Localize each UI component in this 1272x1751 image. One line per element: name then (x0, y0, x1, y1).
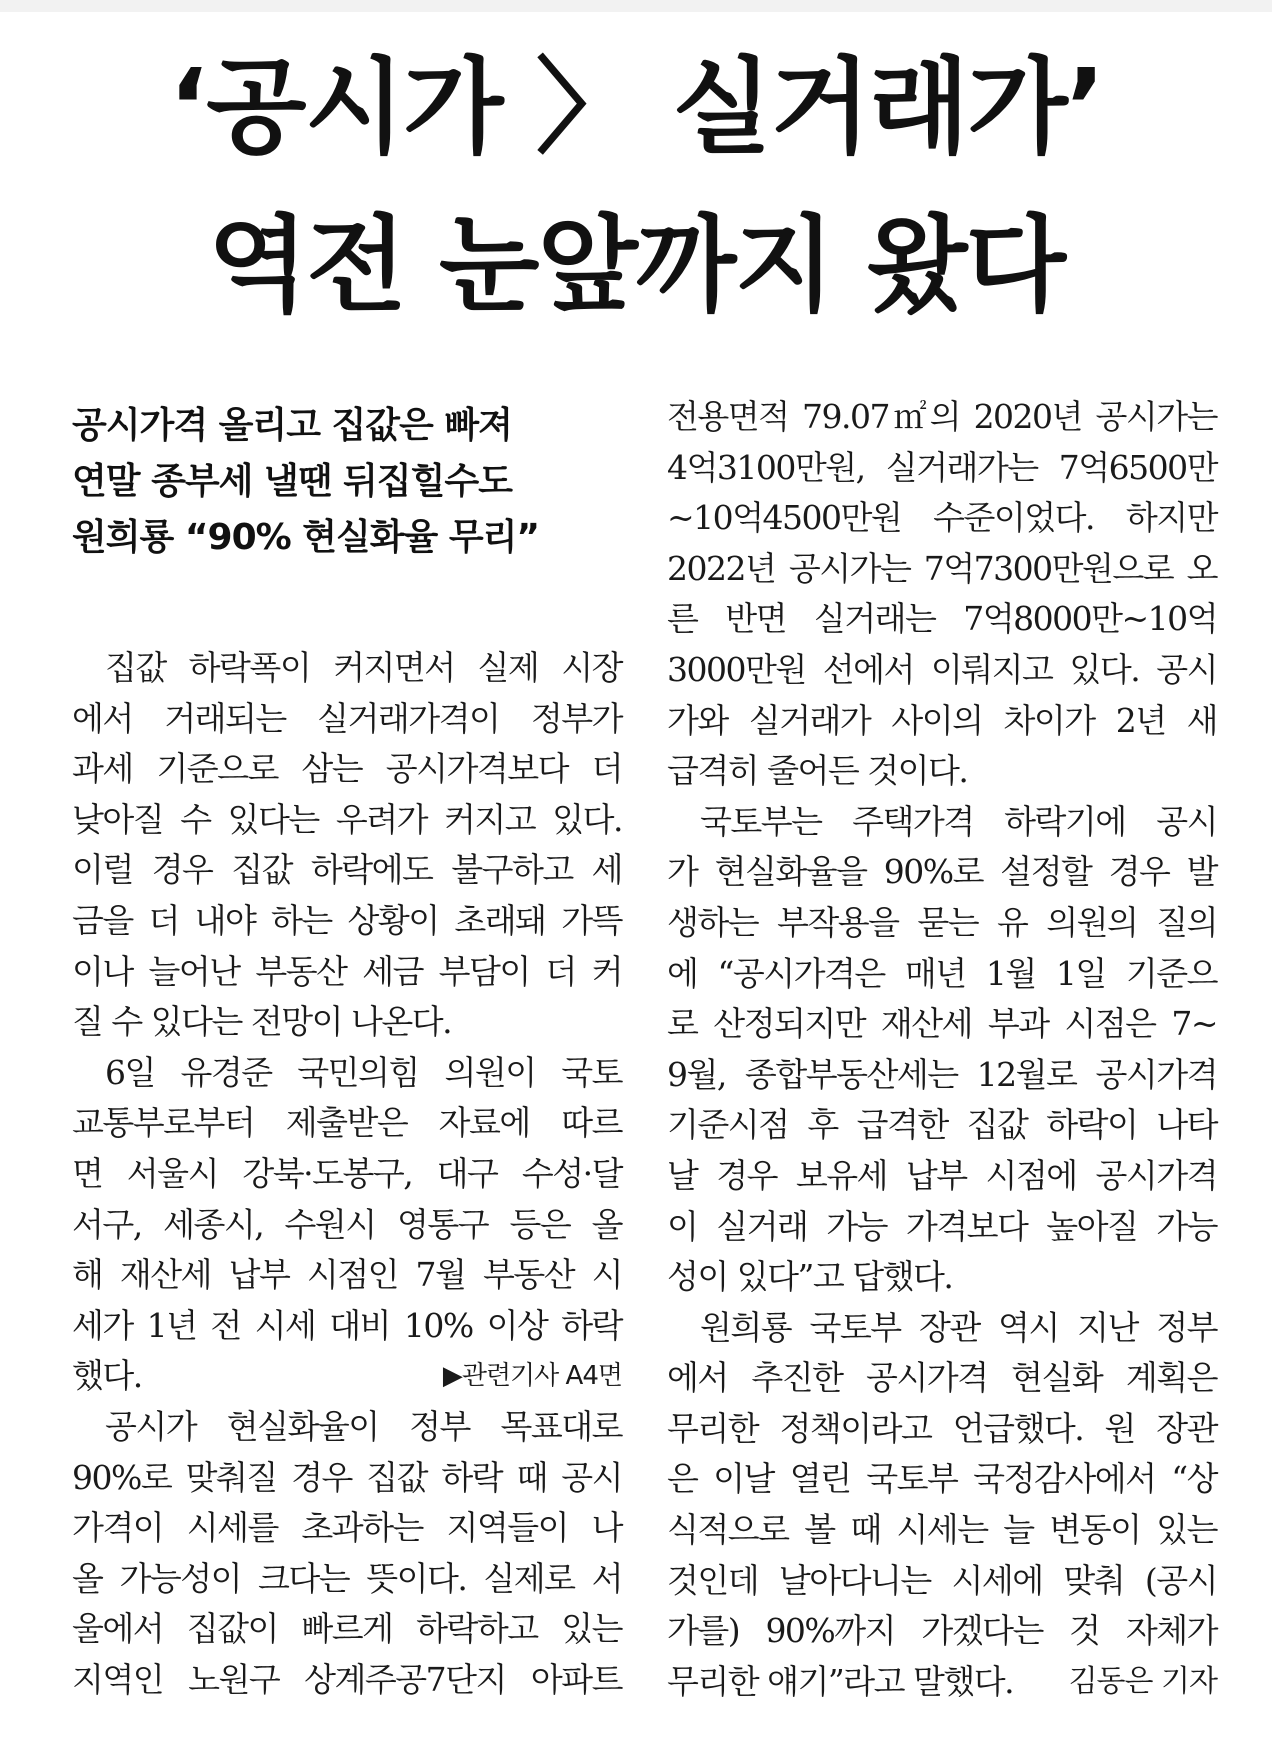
article-column-right (667, 392, 1217, 1707)
text-line: 식적으로 볼 때 시세는 늘 변동이 있는 (667, 1510, 1217, 1550)
text-line: 90%로 맞춰질 경우 집값 하락 때 공시 (72, 1457, 622, 1497)
text-line: 해 재산세 납부 시점인 7월 부동산 시 (72, 1255, 622, 1295)
text-line: 른 반면 실거래는 7억8000만~10억 (667, 599, 1217, 639)
text-line: 생하는 부작용을 묻는 유 의원의 질의 (667, 902, 1217, 942)
text-line: ~10억4500만원 수준이었다. 하지만 (667, 498, 1217, 538)
text-line: 6일 유경준 국민의힘 의원이 국토 (105, 1052, 622, 1092)
text-line: 했다. (72, 1356, 142, 1396)
text-line: 가 현실화율을 90%로 설정할 경우 발 (667, 852, 1217, 892)
text-line: 무리한 정책이라고 언급했다. 원 장관 (667, 1408, 1217, 1448)
text-line: 무리한 얘기”라고 말했다. (667, 1661, 1014, 1701)
text-line: 가격이 시세를 초과하는 지역들이 나 (72, 1508, 622, 1548)
text-line: 과세 기준으로 삼는 공시가격보다 더 (72, 749, 622, 789)
text-line: 이나 늘어난 부동산 세금 부담이 더 커 (72, 951, 622, 991)
text-line: 것인데 날아다니는 시세에 맞춰 (공시 (667, 1560, 1217, 1600)
text-line: 은 이날 열린 국토부 국정감사에서 “상 (667, 1459, 1217, 1499)
text-line: 기준시점 후 급격한 집값 하락이 나타 (667, 1105, 1217, 1145)
text-line: 에서 거래되는 실거래가격이 정부가 (72, 698, 622, 738)
reporter-byline: 김동은 기자 (1068, 1663, 1217, 1699)
text-line: 낮아질 수 있다는 우려가 커지고 있다. (72, 799, 622, 839)
text-line: 집값 하락폭이 커지면서 실제 시장 (105, 648, 622, 687)
text-line: 2022년 공시가는 7억7300만원으로 오 (667, 548, 1217, 588)
text-line: 이럴 경우 집값 하락에도 불구하고 세 (72, 850, 622, 890)
text-line: 세가 1년 전 시세 대비 10% 이상 하락 (72, 1305, 622, 1345)
article-column-left (72, 643, 622, 1705)
text-line: 서구, 세종시, 수원시 영통구 등은 올 (72, 1204, 622, 1244)
text-line: 공시가 현실화율이 정부 목표대로 (105, 1406, 622, 1446)
headline-line-2: 역전 눈앞까지 왔다 (207, 204, 1065, 326)
subheadline-line: 원희룡 “90% 현실화율 무리” (72, 517, 540, 558)
text-line: 교통부로부터 제출받은 자료에 따르 (72, 1103, 622, 1143)
text-line: 질 수 있다는 전망이 나온다. (72, 1002, 452, 1042)
headline-line-1: ‘공시가 〉 실거래가’ (168, 46, 1104, 168)
text-line: 9월, 종합부동산세는 12월로 공시가격 (667, 1054, 1217, 1094)
top-margin-strip (0, 0, 1272, 12)
text-line: 이 실거래 가능 가격보다 높아질 가능 (667, 1206, 1217, 1246)
text-line: 면 서울시 강북·도봉구, 대구 수성·달 (72, 1153, 622, 1193)
text-line: 울에서 집값이 빠르게 하락하고 있는 (72, 1609, 622, 1649)
subheadline (72, 398, 632, 566)
text-line: 에서 추진한 공시가격 현실화 계획은 (667, 1358, 1217, 1398)
text-line: 급격히 줄어든 것이다. (667, 751, 968, 791)
text-line: 가를) 90%까지 가겠다는 것 자체가 (667, 1611, 1217, 1651)
text-line: 3000만원 선에서 이뤄지고 있다. 공시 (667, 649, 1217, 689)
related-article-link: ▶관련기사 A4면 (442, 1361, 622, 1392)
text-line: 4억3100만원, 실거래가는 7억6500만 (667, 447, 1217, 487)
text-line: 원희룡 국토부 장관 역시 지난 정부 (700, 1307, 1217, 1347)
text-line: 성이 있다”고 답했다. (667, 1257, 953, 1297)
byline-row (667, 1657, 1217, 1708)
text-line: 날 경우 보유세 납부 시점에 공시가격 (667, 1155, 1217, 1195)
text-line: 로 산정되지만 재산세 부과 시점은 7~ (667, 1004, 1217, 1044)
related-article-row (72, 1351, 622, 1402)
text-line: 올 가능성이 크다는 뜻이다. 실제로 서 (72, 1558, 622, 1598)
text-line: 금을 더 내야 하는 상황이 초래돼 가뜩 (72, 900, 622, 940)
text-line: 지역인 노원구 상계주공7단지 아파트 (72, 1659, 622, 1699)
text-line: 에 “공시가격은 매년 1월 1일 기준으 (667, 953, 1217, 993)
text-line: 전용면적 79.07㎡의 2020년 공시가는 (667, 397, 1217, 436)
text-line: 가와 실거래가 사이의 차이가 2년 새 (667, 700, 1217, 740)
subheadline-line: 공시가격 올리고 집값은 빠져 (72, 405, 512, 446)
text-line: 국토부는 주택가격 하락기에 공시 (700, 801, 1217, 841)
subheadline-line: 연말 종부세 낼땐 뒤집힐수도 (72, 461, 512, 502)
